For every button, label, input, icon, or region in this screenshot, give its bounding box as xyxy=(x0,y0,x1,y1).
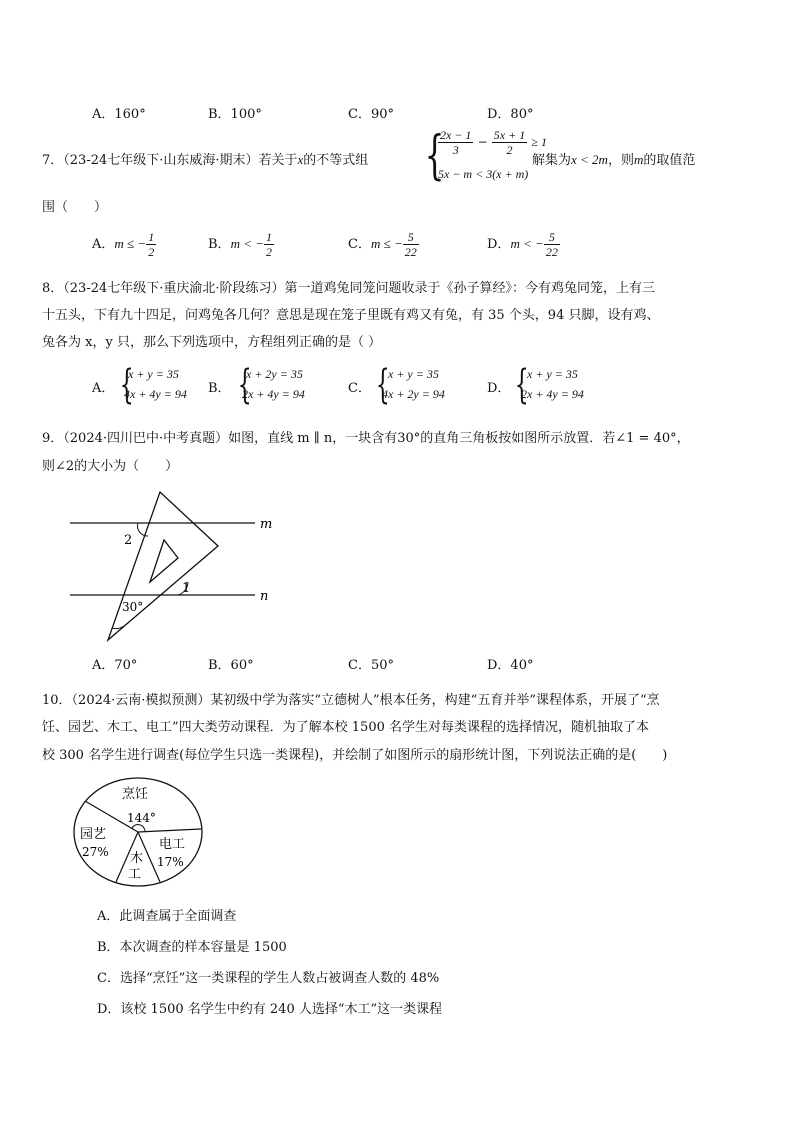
label-angle-30: 30° xyxy=(122,600,144,614)
q6-option-b: B．100° xyxy=(208,107,262,122)
q8-option-c-label: C． xyxy=(348,381,371,396)
q7-frac2-den: 2 xyxy=(506,143,513,157)
q9-option-b: B．60° xyxy=(208,658,254,673)
q7-brace: { xyxy=(424,126,445,186)
q7-option-d-num: 5 xyxy=(544,230,560,245)
q10-stem-line2: 饪、园艺、木工、电工”四大类劳动课程．为了解本校 1500 名学生对每类课程的选择情况，随机抽取了本 xyxy=(42,720,649,735)
q7-option-c xyxy=(348,230,419,259)
q8-option-b-label: B． xyxy=(208,381,231,396)
q8-option-d-eq2: 2x + 4y = 94 xyxy=(521,387,584,401)
q7-suffix-b: x < 2m xyxy=(571,152,608,167)
q8-option-d-brace: { xyxy=(514,362,529,408)
q9-option-d: D．40° xyxy=(487,658,534,673)
triangle-ruler xyxy=(108,492,218,640)
q9-stem-line2: 则∠2的大小为（ ） xyxy=(42,459,179,474)
q7-option-a-lhs: m ≤ − xyxy=(114,236,147,251)
q8-stem-line1: 8．（23-24七年级下·重庆渝北·阶段练习）第一道鸡兔同笼问题收录于《孙子算经》：今有鸡兔同笼，上有三 xyxy=(42,281,656,296)
q7-option-c-den: 22 xyxy=(404,245,417,259)
q8-option-c-brace: { xyxy=(375,362,390,408)
q10-option-d: D．该校 1500 名学生中约有 240 人选择“木工”这一类课程 xyxy=(97,1002,443,1017)
q7-option-d-den: 22 xyxy=(545,245,558,259)
q7-suffix-a: 解集为 xyxy=(532,153,572,168)
q10-option-a: A．此调查属于全面调查 xyxy=(97,909,237,924)
pie-label-dian: 电工 xyxy=(159,837,186,852)
q8-option-b-eq2: 2x + 4y = 94 xyxy=(242,387,305,401)
q8-option-a-brace: { xyxy=(119,362,134,408)
q7-option-c-num: 5 xyxy=(403,230,419,245)
q8-option-a-eq1: x + y = 35 xyxy=(128,367,179,381)
q7-stem-suffix xyxy=(532,149,695,168)
q10-stem-line1: 10．（2024·云南·模拟预测）某初级中学为落实“立德树人”根本任务，构建“五育并举”课程体系，开展了“烹 xyxy=(42,693,660,708)
q8-stem-line3: 兔各为 x，y 只，那么下列选项中，方程组列正确的是（ ） xyxy=(42,335,382,350)
q9-option-a: A．70° xyxy=(92,658,138,673)
pie-label-yuan: 园艺 xyxy=(80,827,107,842)
q7-option-a xyxy=(92,230,156,259)
q8-option-c-eq2: 4x + 2y = 94 xyxy=(382,387,445,401)
q7-mid: 的不等式组 xyxy=(303,153,369,168)
q7-frac1-den: 3 xyxy=(452,143,459,157)
label-angle-2: 2 xyxy=(124,533,133,548)
q7-option-a-den: 2 xyxy=(148,245,155,259)
q7-suffix-d: 的取值范 xyxy=(643,153,696,168)
q7-suffix-c: ，则 xyxy=(607,153,634,168)
q8-option-b-brace: { xyxy=(237,362,252,408)
q8-stem-line2: 十五头，下有九十四足，问鸡兔各几何？意思是现在笼子里既有鸡又有兔，有 35 个头，94 只脚，设有鸡、 xyxy=(42,308,660,323)
q7-inequality-1: $\frac{2x - 1}{3}$ − $\frac{5x + 1}{2}$ ≥ 1 xyxy=(440,128,547,157)
q7-option-d xyxy=(487,230,560,259)
q10-option-b: B．本次调查的样本容量是 1500 xyxy=(97,940,287,955)
pie-label-angle: 144° xyxy=(127,811,156,825)
label-n: n xyxy=(260,589,269,604)
q6-option-a: A．160° xyxy=(92,107,146,122)
q7-option-b-lhs: m < − xyxy=(230,236,264,251)
q7-option-b-label: B． xyxy=(208,237,231,252)
q8-option-d-label: D． xyxy=(487,381,511,396)
pie-label-mu2: 工 xyxy=(128,867,142,882)
label-m: m xyxy=(260,517,273,532)
q6-option-d: D．80° xyxy=(487,107,534,122)
q10-option-c: C．选择“烹饪”这一类课程的学生人数占被调查人数的 48% xyxy=(97,971,440,986)
pie-label-mu1: 木 xyxy=(130,851,144,866)
q10-stem-line3: 校 300 名学生进行调查(每位学生只选一类课程)，并绘制了如图所示的扇形统计图，下列说法正确的是( ) xyxy=(42,748,668,763)
pie-divider-peng-dian xyxy=(138,829,201,832)
q7-suffix-m: m xyxy=(633,152,644,167)
q7-option-d-lhs: m < − xyxy=(510,236,544,251)
pie-label-dian-pct: 17% xyxy=(157,855,184,869)
q7-stem xyxy=(42,149,368,168)
q7-stem-line2: 围（ ） xyxy=(42,200,108,215)
q7-prefix: 7．（23-24七年级下·山东威海·期末）若关于 xyxy=(42,153,298,168)
label-angle-1: 1 xyxy=(182,581,191,596)
q7-option-b-num: 1 xyxy=(266,230,272,244)
q8-option-b-eq1: x + 2y = 35 xyxy=(246,367,303,381)
q7-ineq1-tail: ≥ 1 xyxy=(531,135,547,149)
q8-option-a-label: A． xyxy=(92,381,115,396)
q8-option-c-eq1: x + y = 35 xyxy=(388,367,439,381)
q7-inequality-2: 5x − m < 3(x + m) xyxy=(438,167,529,181)
q9-option-c: C．50° xyxy=(348,658,394,673)
q10-pie-chart xyxy=(72,776,212,894)
q7-frac2-num: 5x + 1 xyxy=(493,128,526,142)
q7-option-a-num: 1 xyxy=(148,230,155,244)
q7-option-d-label: D． xyxy=(487,237,511,252)
q7-option-b xyxy=(208,230,274,259)
q8-option-d-eq1: x + y = 35 xyxy=(527,367,578,381)
triangle-ruler-hole xyxy=(150,540,178,582)
q9-stem-line1: 9．（2024·四川巴中·中考真题）如图，直线 m ∥ n，一块含有30°的直角三角板按如图所示放置．若∠1 = 40°， xyxy=(42,431,690,446)
q7-option-c-lhs: m ≤ − xyxy=(370,236,403,251)
pie-label-yuan-pct: 27% xyxy=(82,845,109,859)
q7-option-a-label: A． xyxy=(92,237,115,252)
q6-option-c: C．90° xyxy=(348,107,394,122)
q7-x-var: x xyxy=(297,152,304,167)
q7-option-c-label: C． xyxy=(348,237,371,252)
pie-label-peng: 烹饪 xyxy=(122,787,149,802)
q8-option-a-eq2: 4x + 4y = 94 xyxy=(124,387,187,401)
q7-option-b-den: 2 xyxy=(266,245,272,259)
q7-frac1-num: 2x − 1 xyxy=(440,128,472,142)
q9-figure xyxy=(60,478,290,648)
